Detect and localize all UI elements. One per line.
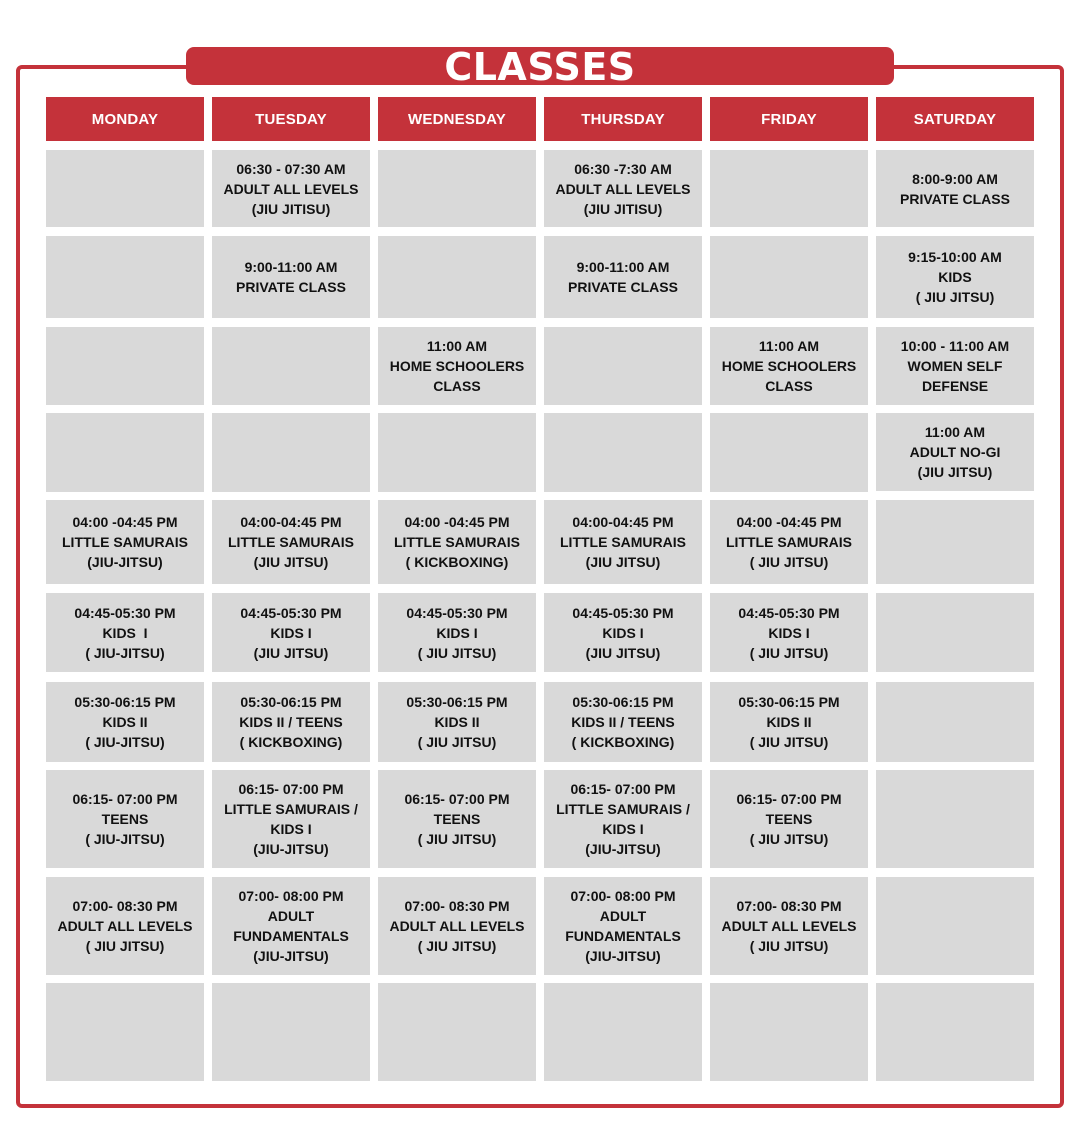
page-title: CLASSES [444, 45, 636, 89]
class-slot [378, 877, 536, 975]
class-slot [378, 500, 536, 584]
class-detail: ( KICKBOXING) [405, 554, 509, 570]
class-slot [544, 877, 702, 975]
day-header-thursday: THURSDAY [544, 97, 702, 141]
class-detail: KIDS II / TEENS [239, 714, 343, 730]
class-detail: KIDS I [102, 624, 148, 641]
class-detail: LITTLE SAMURAIS [726, 534, 852, 550]
day-header-monday: MONDAY [46, 97, 204, 141]
class-time: 10:00 - 11:00 AM [900, 338, 1010, 354]
class-time: 07:00- 08:00 PM [570, 888, 676, 904]
class-time: 8:00-9:00 AM [912, 170, 998, 187]
class-detail: KIDS I [436, 624, 478, 641]
class-time: 05:30-06:15 PM [572, 694, 674, 710]
day-header-tuesday: TUESDAY [212, 97, 370, 141]
class-slot [544, 593, 702, 672]
title-banner [186, 45, 894, 89]
class-time: 9:00-11:00 AM [576, 259, 670, 275]
class-slot [876, 413, 1034, 491]
class-detail: LITTLE SAMURAIS [228, 534, 354, 550]
class-time: 07:00- 08:30 PM [736, 898, 842, 914]
empty-slot [544, 327, 702, 405]
class-detail: KIDS I [270, 821, 312, 837]
empty-slot [876, 593, 1034, 672]
class-detail: CLASS [765, 378, 813, 394]
class-slot [544, 150, 702, 227]
class-detail: (JIU-JITSU) [585, 948, 661, 964]
empty-slot [876, 877, 1034, 975]
class-slot [46, 770, 204, 868]
class-detail: ( JIU JITSU) [915, 289, 995, 305]
class-slot [544, 500, 702, 584]
empty-slot [710, 236, 868, 318]
class-slot [876, 236, 1034, 318]
class-detail: CLASS [433, 378, 481, 394]
class-detail: (JIU JITSU) [253, 644, 329, 661]
class-time: 04:45-05:30 PM [572, 604, 674, 621]
empty-slot [876, 983, 1034, 1081]
day-header-friday: FRIDAY [710, 97, 868, 141]
class-slot [876, 150, 1034, 227]
class-time: 07:00- 08:00 PM [238, 888, 344, 904]
class-slot [876, 327, 1034, 405]
class-slot [46, 682, 204, 762]
empty-slot [710, 983, 868, 1081]
class-slot [710, 682, 868, 762]
class-time: 04:45-05:30 PM [406, 604, 508, 621]
class-detail: ADULT ALL LEVELS [555, 180, 691, 197]
empty-slot [46, 983, 204, 1081]
class-slot [212, 770, 370, 868]
empty-slot [710, 150, 868, 227]
class-time: 04:00 -04:45 PM [736, 514, 842, 530]
empty-slot [212, 327, 370, 405]
class-detail: (JIU JITSU) [585, 644, 661, 661]
class-time: 06:30 - 07:30 AM [236, 160, 346, 177]
class-detail: FUNDAMENTALS [565, 928, 681, 944]
class-detail: (JIU-JITSU) [585, 841, 661, 857]
class-detail: LITTLE SAMURAIS [62, 534, 188, 550]
class-slot [46, 500, 204, 584]
class-slot [710, 593, 868, 672]
class-slot [212, 150, 370, 227]
class-detail: (JIU-JITSU) [253, 841, 329, 857]
class-slot [212, 593, 370, 672]
class-time: 9:15-10:00 AM [908, 249, 1002, 265]
class-time: 07:00- 08:30 PM [404, 898, 510, 914]
empty-slot [378, 236, 536, 318]
empty-slot [46, 327, 204, 405]
class-detail: (JIU JITISU) [583, 200, 663, 217]
class-detail: (JIU JITSU) [585, 554, 661, 570]
class-detail: ( JIU JITSU) [749, 938, 829, 954]
class-detail: (JIU JITSU) [253, 554, 329, 570]
class-detail: ( JIU JITSU) [417, 734, 497, 750]
class-detail: LITTLE SAMURAIS [394, 534, 520, 550]
class-detail: ( KICKBOXING) [571, 734, 675, 750]
day-header-wednesday: WEDNESDAY [378, 97, 536, 141]
class-detail: KIDS II [434, 714, 480, 730]
class-time: 11:00 AM [924, 424, 986, 440]
class-detail: LITTLE SAMURAIS / [224, 801, 358, 817]
class-detail: HOME SCHOOLERS [721, 358, 857, 374]
empty-slot [544, 983, 702, 1081]
class-time: 04:00-04:45 PM [240, 514, 342, 530]
class-detail: ( KICKBOXING) [239, 734, 343, 750]
class-detail: DEFENSE [921, 378, 989, 394]
class-detail: KIDS II [102, 714, 148, 730]
class-time: 11:00 AM [426, 338, 488, 354]
class-detail: HOME SCHOOLERS [389, 358, 525, 374]
class-detail: ( JIU-JITSU) [85, 734, 165, 750]
class-slot [378, 770, 536, 868]
class-time: 06:15- 07:00 PM [736, 791, 842, 807]
class-time: 04:45-05:30 PM [240, 604, 342, 621]
class-slot [212, 500, 370, 584]
class-time: 05:30-06:15 PM [738, 694, 840, 710]
class-detail: ADULT [267, 908, 315, 924]
class-slot [378, 327, 536, 405]
class-time: 05:30-06:15 PM [74, 694, 176, 710]
class-detail: ( JIU JITSU) [417, 831, 497, 847]
empty-slot [378, 150, 536, 227]
class-detail: LITTLE SAMURAIS [560, 534, 686, 550]
class-detail: PRIVATE CLASS [236, 279, 346, 295]
class-time: 06:15- 07:00 PM [570, 781, 676, 797]
empty-slot [46, 413, 204, 492]
empty-slot [876, 500, 1034, 584]
class-time: 06:30 -7:30 AM [574, 160, 672, 177]
class-detail: ADULT NO-GI [909, 444, 1001, 460]
class-time: 07:00- 08:30 PM [72, 898, 178, 914]
class-detail: WOMEN SELF [907, 358, 1003, 374]
class-detail: ADULT [599, 908, 647, 924]
class-time: 04:45-05:30 PM [74, 604, 176, 621]
class-detail: KIDS I [602, 821, 644, 837]
class-detail: PRIVATE CLASS [900, 190, 1010, 207]
class-detail: (JIU-JITSU) [87, 554, 163, 570]
class-detail: (JIU-JITSU) [253, 948, 329, 964]
class-detail: KIDS II [766, 714, 812, 730]
class-detail: KIDS I [768, 624, 810, 641]
class-detail: KIDS II / TEENS [571, 714, 675, 730]
class-detail: ( JIU-JITSU) [85, 831, 165, 847]
class-slot [46, 593, 204, 672]
class-slot [212, 682, 370, 762]
class-detail: (JIU JITSU) [917, 464, 993, 480]
class-slot [212, 236, 370, 318]
class-detail: ADULT ALL LEVELS [57, 918, 193, 934]
class-detail: ADULT ALL LEVELS [389, 918, 525, 934]
class-slot [378, 593, 536, 672]
class-slot [710, 877, 868, 975]
class-slot [378, 682, 536, 762]
class-time: 06:15- 07:00 PM [72, 791, 178, 807]
class-detail: FUNDAMENTALS [233, 928, 349, 944]
class-detail: ( JIU JITSU) [417, 938, 497, 954]
class-time: 05:30-06:15 PM [240, 694, 342, 710]
class-slot [544, 682, 702, 762]
class-slot [710, 500, 868, 584]
class-detail: ( JIU JITSU) [417, 644, 497, 661]
empty-slot [378, 413, 536, 492]
class-detail: KIDS I [270, 624, 312, 641]
class-detail: LITTLE SAMURAIS / [556, 801, 690, 817]
class-slot [544, 236, 702, 318]
empty-slot [876, 682, 1034, 762]
class-detail: ( JIU-JITSU) [85, 644, 165, 661]
class-detail: ADULT ALL LEVELS [223, 180, 359, 197]
class-detail: KIDS [938, 269, 972, 285]
empty-slot [544, 413, 702, 492]
class-time: 11:00 AM [758, 338, 820, 354]
class-detail: TEENS [765, 811, 813, 827]
empty-slot [46, 236, 204, 318]
class-detail: ( JIU JITSU) [749, 554, 829, 570]
class-time: 05:30-06:15 PM [406, 694, 508, 710]
class-slot [710, 327, 868, 405]
class-time: 06:15- 07:00 PM [238, 781, 344, 797]
day-header-saturday: SATURDAY [876, 97, 1034, 141]
class-time: 9:00-11:00 AM [244, 259, 338, 275]
class-slot [46, 877, 204, 975]
empty-slot [710, 413, 868, 492]
class-detail: PRIVATE CLASS [568, 279, 678, 295]
class-time: 04:00-04:45 PM [572, 514, 674, 530]
class-detail: ( JIU JITSU) [749, 644, 829, 661]
class-detail: ADULT ALL LEVELS [721, 918, 857, 934]
class-detail: ( JIU JITSU) [85, 938, 165, 954]
class-time: 06:15- 07:00 PM [404, 791, 510, 807]
class-detail: ( JIU JITSU) [749, 734, 829, 750]
class-detail: TEENS [101, 811, 149, 827]
empty-slot [212, 983, 370, 1081]
class-time: 04:00 -04:45 PM [404, 514, 510, 530]
class-detail: (JIU JITISU) [251, 200, 331, 217]
class-detail: ( JIU JITSU) [749, 831, 829, 847]
class-time: 04:00 -04:45 PM [72, 514, 178, 530]
class-detail: KIDS I [602, 624, 644, 641]
empty-slot [46, 150, 204, 227]
empty-slot [876, 770, 1034, 868]
class-slot [544, 770, 702, 868]
class-slot [212, 877, 370, 975]
class-detail: TEENS [433, 811, 481, 827]
empty-slot [212, 413, 370, 492]
class-slot [710, 770, 868, 868]
class-time: 04:45-05:30 PM [738, 604, 840, 621]
empty-slot [378, 983, 536, 1081]
